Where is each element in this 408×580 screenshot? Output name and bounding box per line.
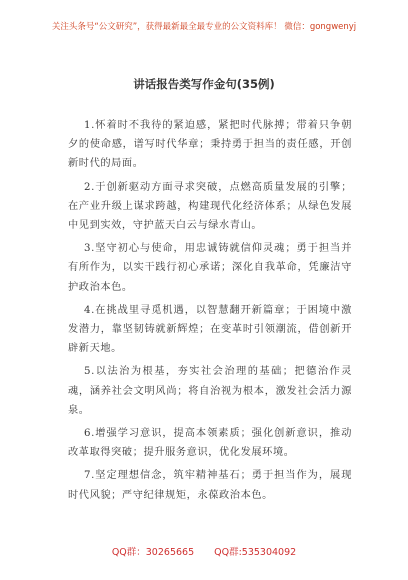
footer bbox=[0, 544, 408, 558]
paragraph-6: 6.增强学习意识，提高本领素质；强化创新意识，推动改革取得突破；提升服务意识，优化发展环境。 bbox=[68, 428, 352, 459]
footer-qq-group-1: QQ群：30265665 bbox=[111, 547, 195, 558]
paragraph-3: 3.坚守初心与使命，用忠诚铸就信仰灵魂；勇于担当并有所作为，以实干践行初心承诺；深化自我革命，凭廉洁守护政治本色。 bbox=[68, 243, 352, 293]
paragraph-2: 2.于创新驱动方面寻求突破，点燃高质量发展的引擎；在产业升级上谋求跨越，构建现代化经济体系；从绿色发展中见到实效，守护蓝天白云与绿水青山。 bbox=[68, 181, 352, 232]
paragraph-4: 4.在挑战里寻觅机遇，以智慧翻开新篇章；于困境中激发潜力，靠坚韧铸就新辉煌；在变革时引领潮流，借创新开辟新天地。 bbox=[68, 304, 352, 355]
header-note bbox=[0, 20, 408, 32]
wechat-id: gongwenyj bbox=[309, 22, 357, 32]
paragraph-7: 7.坚定理想信念，筑牢精神基石；勇于担当作为，展现时代风貌；严守纪律规矩，永葆政治本色。 bbox=[68, 470, 352, 501]
paragraph-1: 1.怀着时不我待的紧迫感，紧把时代脉搏；带着只争朝夕的使命感，谱写时代华章；秉持勇于担当的责任感，开创新时代的局面。 bbox=[68, 120, 352, 170]
document-body bbox=[68, 116, 352, 509]
footer-qq-group-2: QQ群:535304092 bbox=[214, 547, 297, 558]
paragraph-5: 5.以法治为根基，夯实社会治理的基础；把德治作灵魂，涵养社会文明风尚；将自治视为根本，激发社会活力源泉。 bbox=[68, 366, 352, 416]
header-note-text: 关注头条号“公文研究”，获得最新最全最专业的公文资料库！ 微信： bbox=[51, 22, 310, 32]
document-title: 讲话报告类写作金句(35例) bbox=[133, 77, 275, 91]
